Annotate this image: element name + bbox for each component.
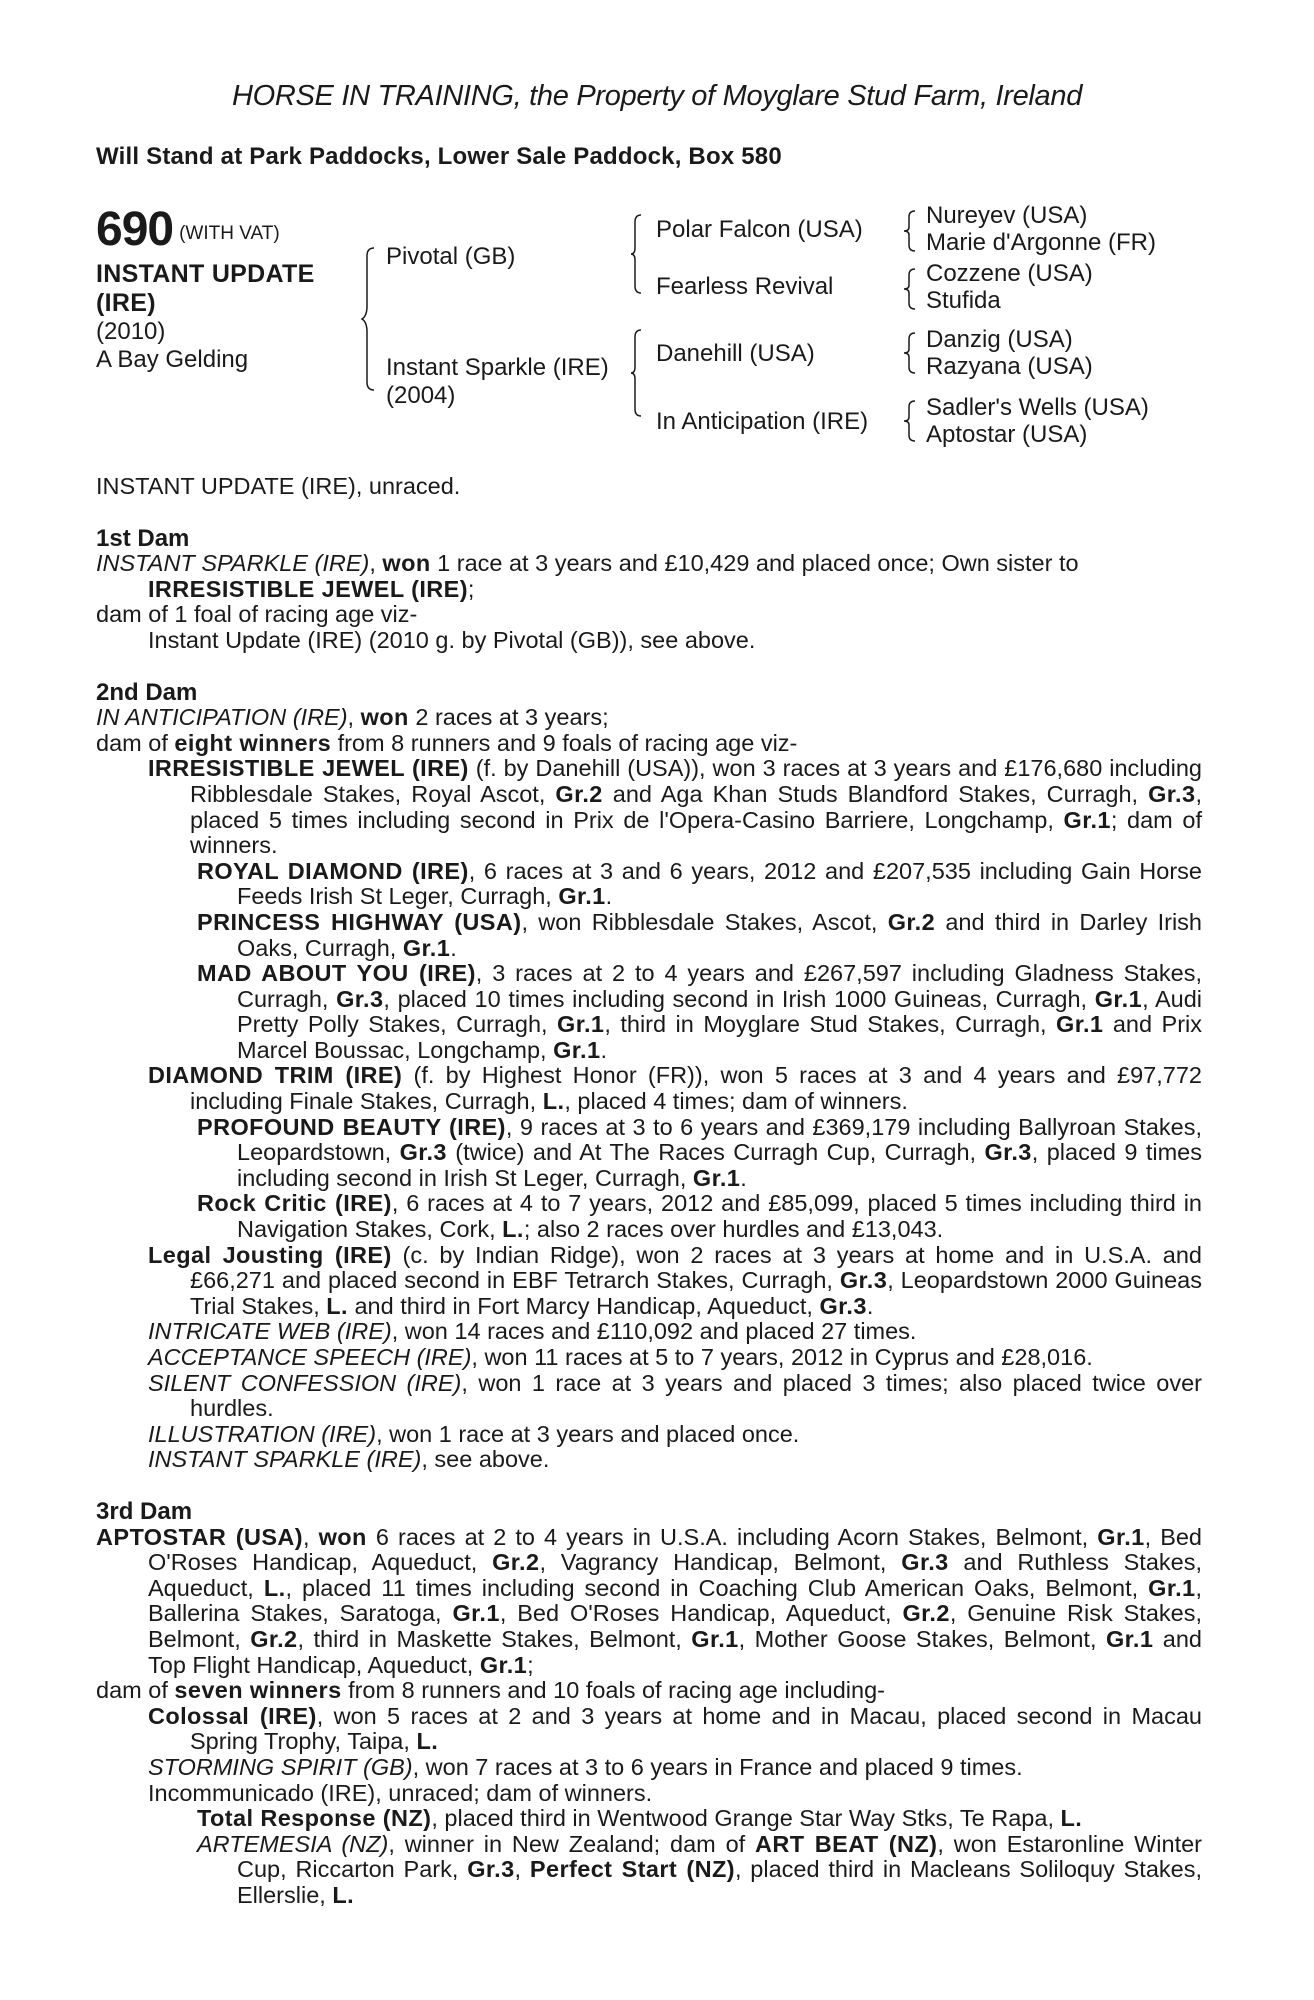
produce-legal-jousting: Legal Jousting (IRE) (c. by Indian Ridge), won 2 races at 3 years at home and in U.S.A. and £66,271 and placed second in EBF Tetrarch Stakes, Curragh, Gr.3, Leopardstown 2000 Guineas Trial Stakes, L. and third in Fort Marcy Handicap, Aqueduct, Gr.3. (148, 1241, 1202, 1319)
lot-summary: INSTANT UPDATE (IRE), unraced. (96, 473, 461, 499)
pedigree-g3-5: Danzig (USA) (926, 326, 1073, 353)
pedigree-bracket-g3 (902, 330, 918, 376)
catalogue-body (96, 474, 1202, 1908)
lot-block (96, 203, 315, 374)
produce-acceptance-speech: ACCEPTANCE SPEECH (IRE), won 11 races at 5 to 7 years, 2012 in Cyprus and £28,016. (148, 1344, 1093, 1370)
second-dam-record: IN ANTICIPATION (IRE), won 2 races at 3 years; (96, 704, 609, 731)
first-dam-name: INSTANT SPARKLE (IRE) (96, 550, 370, 577)
pedigree-sire-sire: Polar Falcon (USA) (656, 216, 863, 243)
third-dam-name: APTOSTAR (USA) (96, 1523, 304, 1550)
pedigree-g3-7: Sadler's Wells (USA) (926, 394, 1149, 421)
second-dam-heading: 2nd Dam (96, 678, 198, 706)
pedigree-g3-1: Nureyev (USA) (926, 202, 1088, 229)
pedigree-g3-6: Razyana (USA) (926, 353, 1093, 380)
pedigree-bracket-sire (629, 212, 645, 296)
horse-year: (2010) (96, 318, 166, 345)
produce-diamond-trim: DIAMOND TRIM (IRE) (f. by Highest Honor (FR)), won 5 races at 3 and 4 years and £97,772 including Finale Stakes, Curragh, L., placed 4 times; dam of winners. (148, 1062, 1202, 1115)
own-sister-name: IRRESISTIBLE JEWEL (IRE) (148, 575, 468, 602)
page-header: HORSE IN TRAINING, the Property of Moyglare Stud Farm, Ireland (231, 80, 1083, 112)
horse-description: A Bay Gelding (96, 346, 249, 373)
produce-total-response: Total Response (NZ), placed third in Wentwood Grange Star Way Stks, Te Rapa, L. (197, 1805, 1083, 1832)
pedigree-g3-8: Aptostar (USA) (926, 421, 1088, 448)
produce-intricate-web: INTRICATE WEB (IRE), won 14 races and £110,092 and placed 27 times. (148, 1318, 917, 1345)
third-dam-heading: 3rd Dam (96, 1497, 193, 1525)
horse-country: (IRE) (96, 289, 156, 317)
pedigree-bracket-gen1 (360, 244, 380, 394)
vat-note: (WITH VAT) (179, 223, 280, 244)
pedigree-sire: Pivotal (GB) (386, 243, 516, 270)
horse-name: INSTANT UPDATE (96, 260, 315, 288)
produce-incommunicado: Incommunicado (IRE), unraced; dam of winners. (148, 1779, 653, 1806)
pedigree-dam: Instant Sparkle (IRE) (386, 354, 609, 381)
own-sister-line: IRRESISTIBLE JEWEL (IRE); (148, 575, 475, 602)
produce-irresistible-jewel: IRRESISTIBLE JEWEL (IRE) (f. by Danehill (USA)), won 3 races at 3 years and £176,680 including Ribblesdale Stakes, Royal Ascot, Gr.2 and Aga Khan Studs Blandford Stakes, Curragh, Gr.3, placed 5 times including second in Prix de l'Opera-Casino Barriere, Longchamp, Gr.1; dam of winners. (148, 755, 1202, 859)
first-dam-foal: Instant Update (IRE) (2010 g. by Pivotal (GB)), see above. (148, 626, 756, 653)
pedigree-dam-sire: Danehill (USA) (656, 340, 815, 367)
produce-royal-diamond: ROYAL DIAMOND (IRE), 6 races at 3 and 6 years, 2012 and £207,535 including Gain Horse Feeds Irish St Leger, Curragh, Gr.1. (197, 857, 1202, 910)
second-dam-name: IN ANTICIPATION (IRE) (96, 704, 348, 731)
produce-silent-confession: SILENT CONFESSION (IRE), won 1 race at 3 years and placed 3 times; also placed twice over hurdles. (148, 1369, 1202, 1422)
pedigree-dam-year: (2004) (386, 382, 456, 409)
produce-profound-beauty: PROFOUND BEAUTY (IRE), 9 races at 3 to 6 years and £369,179 including Ballyroan Stakes, Leopardstown, Gr.3 (twice) and At The Races Curragh Cup, Curragh, Gr.3, placed 9 times including second in Irish St Leger, Curragh, Gr.1. (197, 1113, 1202, 1191)
third-dam-record: APTOSTAR (USA), won 6 races at 2 to 4 years in U.S.A. including Acorn Stakes, Belmont, Gr.1, Bed O'Roses Handicap, Aqueduct, Gr.2, Vagrancy Handicap, Belmont, Gr.3 and Ruthless Stakes, Aqueduct, L., placed 11 times including second in Coaching Club American Oaks, Belmont, Gr.1, Ballerina Stakes, Saratoga, Gr.1, Bed O'Roses Handicap, Aqueduct, Gr.2, Genuine Risk Stakes, Belmont, Gr.2, third in Maskette Stakes, Belmont, Gr.1, Mother Goose Stakes, Belmont, Gr.1 and Top Flight Handicap, Aqueduct, Gr.1; (96, 1523, 1203, 1678)
pedigree-g3-4: Stufida (926, 287, 1001, 314)
first-dam-produce: dam of 1 foal of racing age viz- (96, 601, 418, 628)
first-dam-heading: 1st Dam (96, 524, 190, 552)
produce-artemesia: ARTEMESIA (NZ), winner in New Zealand; dam of ART BEAT (NZ), won Estaronline Winter Cup, Riccarton Park, Gr.3, Perfect Start (NZ), placed third in Macleans Soliloquy Stakes, Ellerslie, L. (197, 1830, 1203, 1908)
pedigree-g3-3: Cozzene (USA) (926, 260, 1093, 287)
produce-illustration: ILLUSTRATION (IRE), won 1 race at 3 years and placed once. (148, 1420, 800, 1447)
pedigree-dam-dam: In Anticipation (IRE) (656, 408, 869, 435)
pedigree-bracket-g2 (902, 266, 918, 312)
produce-princess-highway: PRINCESS HIGHWAY (USA), won Ribblesdale Stakes, Ascot, Gr.2 and third in Darley Irish Oaks, Curragh, Gr.1. (197, 908, 1202, 961)
won-label: won (360, 704, 409, 731)
winners-count: seven winners (174, 1677, 342, 1704)
third-dam-produce: dam of seven winners from 8 runners and 10 foals of racing age including- (96, 1677, 885, 1704)
produce-instant-sparkle: INSTANT SPARKLE (IRE), see above. (148, 1446, 550, 1473)
pedigree-bracket-g1 (902, 208, 918, 254)
produce-storming-spirit: STORMING SPIRIT (GB), won 7 races at 3 to 6 years in France and placed 9 times. (148, 1753, 1023, 1780)
winners-count: eight winners (174, 729, 332, 756)
pedigree-g3-2: Marie d'Argonne (FR) (926, 229, 1156, 256)
pedigree-sire-dam: Fearless Revival (656, 273, 834, 300)
produce-mad-about-you: MAD ABOUT YOU (IRE), 3 races at 2 to 4 years and £267,597 including Gladness Stakes, Curragh, Gr.3, placed 10 times including second in Irish 1000 Guineas, Curragh, Gr.1, Audi Pretty Polly Stakes, Curragh, Gr.1, third in Moyglare Stud Stakes, Curragh, Gr.1 and Prix Marcel Boussac, Longchamp, Gr.1. (197, 960, 1203, 1063)
first-dam-record: INSTANT SPARKLE (IRE), won 1 race at 3 years and £10,429 and placed once; Own sister to (96, 550, 1079, 577)
pedigree-bracket-dam (629, 327, 645, 419)
second-dam-produce: dam of eight winners from 8 runners and 9 foals of racing age viz- (96, 729, 798, 756)
won-label: won (382, 550, 431, 577)
lot-number: 690 (96, 203, 174, 256)
pedigree-bracket-g4 (902, 398, 918, 444)
sale-location: Will Stand at Park Paddocks, Lower Sale Paddock, Box 580 (96, 143, 782, 170)
produce-rock-critic: Rock Critic (IRE), 6 races at 4 to 7 years, 2012 and £85,099, placed 5 times including third in Navigation Stakes, Cork, L.; also 2 races over hurdles and £13,043. (197, 1190, 1202, 1243)
produce-colossal: Colossal (IRE), won 5 races at 2 and 3 years at home and in Macau, placed second in Macau Spring Trophy, Taipa, L. (148, 1702, 1202, 1755)
